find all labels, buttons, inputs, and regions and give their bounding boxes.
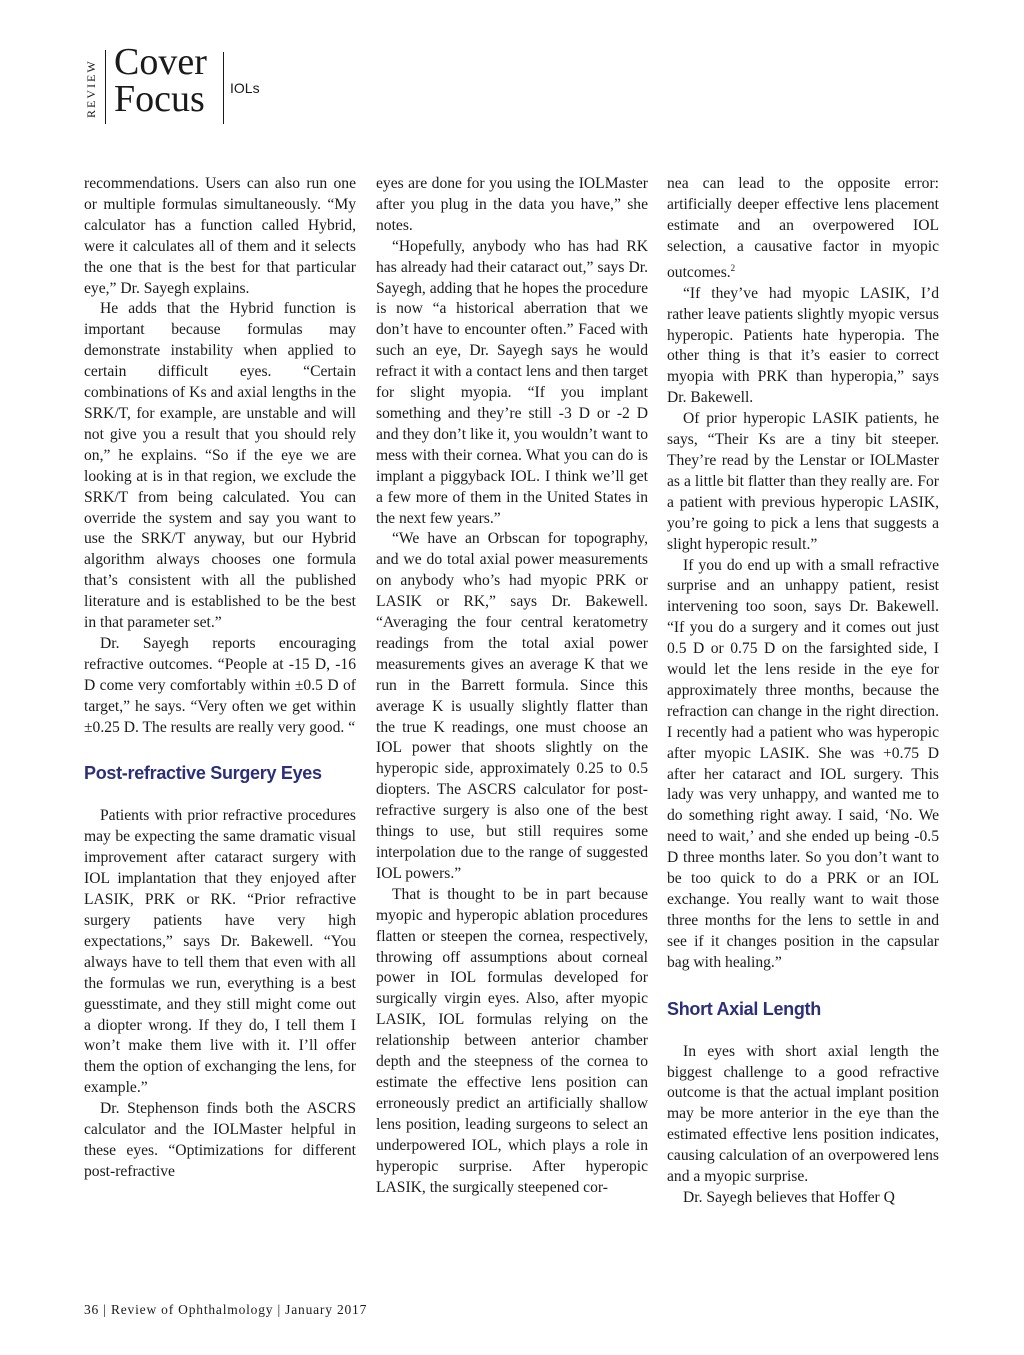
paragraph: “Hopefully, anybody who has had RK has already had their cataract out,” says Dr. Sayegh, adding that he hopes the procedure is now “a historical aberration that we don’t have to encounter often.” Faced with such an eye, Dr. Sayegh says he would refract it with a contact lens and then target for slight myopia. “If you implant something and they’re still -3 D or -2 D and they don’t like it, you wouldn’t want to mess with their cornea. What you can do is implant a piggyback IOL. I think we’ll get a few more of them in the United States in the next few years.”: [376, 237, 648, 527]
page-footer: 36 | Review of Ophthalmology | January 2017: [84, 1302, 368, 1317]
paragraph: “We have an Orbscan for topography, and we do total axial power measurements on anybody who’s had myopic PRK or LASIK or RK,” says Dr. Bakewell. “Averaging the four central keratometry readings from the total axial power measurements gives an average K that we run in the Barrett formula. Since this average K is usually slightly flatter than the true K readings, one must choose an IOL power that shoots slightly on the hyperopic side, approximately 0.25 to 0.5 diopters. The ASCRS calculator for post-refractive surgery is also one of the best things to use, but still requires some interpolation due to the range of suggested IOL powers.”: [376, 530, 648, 882]
paragraph: Dr. Sayegh reports encouraging refractive outcomes. “People at -15 D, -16 D come very comfortably within ±0.5 D of target,” he says. “Very often we get within ±0.25 D. The results are really very good. “: [84, 634, 356, 736]
paragraph: Of prior hyperopic LASIK patients, he says, “Their Ks are a tiny bit steeper. They’re read by the Lenstar or IOLMaster as a little bit flatter than they really are. For a patient with previous hyperopic LASIK, you’re going to pick a lens that suggests a slight hyperopic result.”: [667, 410, 939, 553]
cover-word: Cover: [114, 41, 207, 83]
subheading-short-axial-length: Short Axial Length: [667, 998, 821, 1019]
paragraph: In eyes with short axial length the biggest challenge to a good refractive outcome is that the actual implant position may be more anterior in the eye than the estimated effective lens position indicates, causing calculation of an overpowered lens and a myopic surprise.: [667, 1042, 939, 1186]
paragraph: recommendations. Users can also run one or multiple formulas simultaneously. “My calculator has a function called Hybrid, were it calculates all of them and it selects the one that is the best for that particular eye,” Dr. Sayegh explains.: [84, 175, 356, 297]
reference-superscript: 2: [730, 262, 736, 273]
paragraph: That is thought to be in part because myopic and hyperopic ablation procedures flatten or steepen the cornea, respectively, throwing off assumptions about corneal power in IOL formulas developed for surgically virgin eyes. Also, after myopic LASIK, IOL formulas relying on the relationship between anterior chamber depth and the steepness of the cornea to estimate the effective lens position can erroneously predict an artificially shallow lens position, leading surgeons to select an underpowered IOL, which plays a role in hyperopic surprise. After hyperopic LASIK, the surgically steepened cor-: [376, 885, 648, 1196]
column-2: [376, 174, 648, 1198]
paragraph: [667, 174, 939, 284]
paragraph-text: nea can lead to the opposite error: artificially deeper effective lens placement estimate and an overpowered IOL selection, a causative factor in myopic outcomes.: [667, 175, 939, 281]
section-tag: IOLs: [230, 80, 260, 96]
paragraph: Patients with prior refractive procedures may be expecting the same dramatic visual improvement after cataract surgery with IOL implantation that they enjoyed after LASIK, PRK or RK. “Prior refractive surgery patients have very high expectations,” says Dr. Bakewell. “You always have to tell them that even with all the formulas we run, everything is a best guesstimate, and they still might come out a diopter wrong. If they do, I tell them I won’t make them live with it. I’ll offer them the option of exchanging the lens, for example.”: [84, 807, 356, 1097]
paragraph: He adds that the Hybrid function is important because formulas may demonstrate instability when applied to certain difficult eyes. “Certain combinations of Ks and axial lengths in the SRK/T, for example, are unstable and will not give you a result that you should rely on,” he explains. “So if the eye we are looking at is in that region, we exclude the SRK/T from being calculated. You can override the system and say you want to use the SRK/T anyway, but our Hybrid algorithm always chooses one formula that’s consistent with all the published literature and is established to be the best in that parameter set.”: [84, 300, 356, 632]
review-label: REVIEW: [84, 59, 98, 119]
paragraph: Dr. Sayegh believes that Hoffer Q: [683, 1188, 895, 1206]
focus-word: Focus: [114, 78, 205, 120]
header-divider-right: [223, 52, 224, 124]
paragraph: “If they’ve had myopic LASIK, I’d rather leave patients slightly myopic versus hyperopic. Patients hate hyperopia. The other thing is that it’s easier to correct myopia with PRK than hyperopia,” says Dr. Bakewell.: [667, 284, 939, 407]
paragraph: If you do end up with a small refractive surprise and an unhappy patient, resist intervening too soon, says Dr. Bakewell. “If you do a surgery and it comes out just 0.5 D or 0.75 D on the farsighted side, I would let the lens reside in the eye for approximately three months, because the refraction can change in the right direction. I recently had a patient who was hyperopic after myopic LASIK. She was +0.75 D after her cataract and IOL surgery. This lady was very unhappy, and wanted me to do something right away. I said, ‘No. We need to wait,’ and she ended up being -0.5 D three months later. So you don’t want to be too quick to do a PRK or an IOL exchange. You really want to wait those three months for the lens to settle in and see if it changes position in the capsular bag with healing.”: [667, 556, 939, 971]
subheading-post-refractive: Post-refractive Surgery Eyes: [84, 763, 322, 784]
header-divider-left: [105, 50, 106, 124]
paragraph: Dr. Stephenson finds both the ASCRS calculator and the IOLMaster helpful in these eyes. “Optimizations for different post-refractive: [84, 1100, 356, 1180]
column-1: [84, 174, 356, 1183]
paragraph: eyes are done for you using the IOLMaster after you plug in the data you have,” she notes.: [376, 175, 648, 234]
column-3: [667, 174, 939, 1209]
cover-focus-title: [114, 41, 207, 120]
